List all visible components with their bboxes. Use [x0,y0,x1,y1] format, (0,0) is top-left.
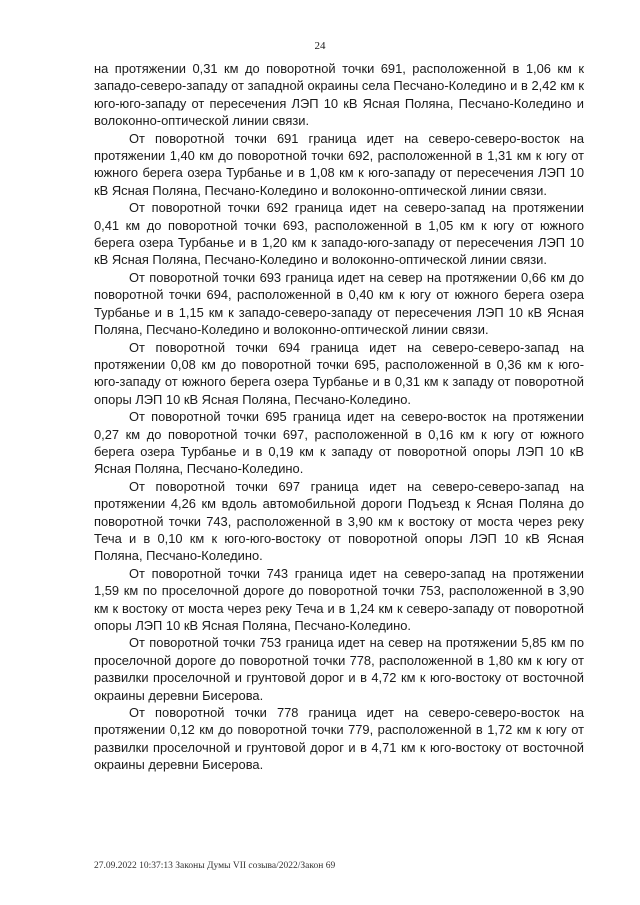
footer-stamp: 27.09.2022 10:37:13 Законы Думы VII созыва/2022/Закон 69 [94,861,336,871]
paragraph-9: От поворотной точки 753 граница идет на север на протяжении 5,85 км по проселочной дороге до поворотной точки 778, расположенной в 1,80 км к югу от развилки проселочной и грунтовой дорог и в 4,72 км к юго-востоку от восточной окраины деревни Бисерова. [94,635,584,703]
paragraph-10: От поворотной точки 778 граница идет на северо-северо-восток на протяжении 0,12 км до поворотной точки 779, расположенной в 1,72 км к югу от развилки проселочной и грунтовой дорог и в 4,71 км к юго-востоку от восточной окраины деревни Бисерова. [94,705,584,773]
paragraph-2: От поворотной точки 691 граница идет на северо-северо-восток на протяжении 1,40 км до поворотной точки 692, расположенной в 1,31 км к югу от южного берега озера Турбанье и в 1,08 км к юго-западу от пересечения ЛЭП 10 кВ Ясная Поляна, Песчано-Коледино и волоконно-оптической линии связи. [94,130,584,198]
paragraph-7: От поворотной точки 697 граница идет на северо-северо-запад на протяжении 4,26 км вдоль автомобильной дороги Подъезд к Ясная Поляна до поворотной точки 743, расположенной в 3,90 км к востоку от моста через реку Теча и в 0,10 км к юго-юго-востоку от поворотной опоры ЛЭП 10 кВ Ясная Поляна, Песчано-Коледино. [94,478,584,564]
paragraph-3: От поворотной точки 692 граница идет на северо-запад на протяжении 0,41 км до поворотной точки 693, расположенной в 1,05 км к югу от южного берега озера Турбанье и в 1,20 км к западо-юго-западу от пересечения ЛЭП 10 кВ Ясная Поляна, Песчано-Коледино и волоконно-оптической линии связи. [94,200,584,268]
paragraph-5: От поворотной точки 694 граница идет на северо-северо-запад на протяжении 0,08 км до поворотной точки 695, расположенной в 0,36 км к юго-юго-западу от южного берега озера Турбанье и в 0,31 км к западу от поворотной опоры ЛЭП 10 кВ Ясная Поляна, Песчано-Коледино. [94,339,584,407]
paragraph-8: От поворотной точки 743 граница идет на северо-запад на протяжении 1,59 км по проселочной дороге до поворотной точки 753, расположенной в 3,90 км к востоку от моста через реку Теча и в 1,24 км к северо-западу от поворотной опоры ЛЭП 10 кВ Ясная Поляна, Песчано-Коледино. [94,565,584,633]
page-number: 24 [314,40,326,52]
paragraph-4: От поворотной точки 693 граница идет на север на протяжении 0,66 км до поворотной точки 694, расположенной в 0,40 км к югу от южного берега озера Турбанье и в 1,15 км к западо-северо-западу от пересечения ЛЭП 10 кВ Ясная Поляна, Песчано-Коледино и волоконно-оптической линии связи. [94,269,584,338]
document-body [94,60,584,774]
paragraph-6: От поворотной точки 695 граница идет на северо-восток на протяжении 0,27 км до поворотной точки 697, расположенной в 0,16 км к югу от южного берега озера Турбанье и в 0,19 км к западу от поворотной опоры ЛЭП 10 кВ Ясная Поляна, Песчано-Коледино. [94,409,584,477]
paragraph-1: на протяжении 0,31 км до поворотной точки 691, расположенной в 1,06 км к западо-северо-западу от западной окраины села Песчано-Коледино и в 2,42 км к юго-юго-западу от пересечения ЛЭП 10 кВ Ясная Поляна, Песчано-Коледино и волоконно-оптической линии связи. [94,61,584,129]
